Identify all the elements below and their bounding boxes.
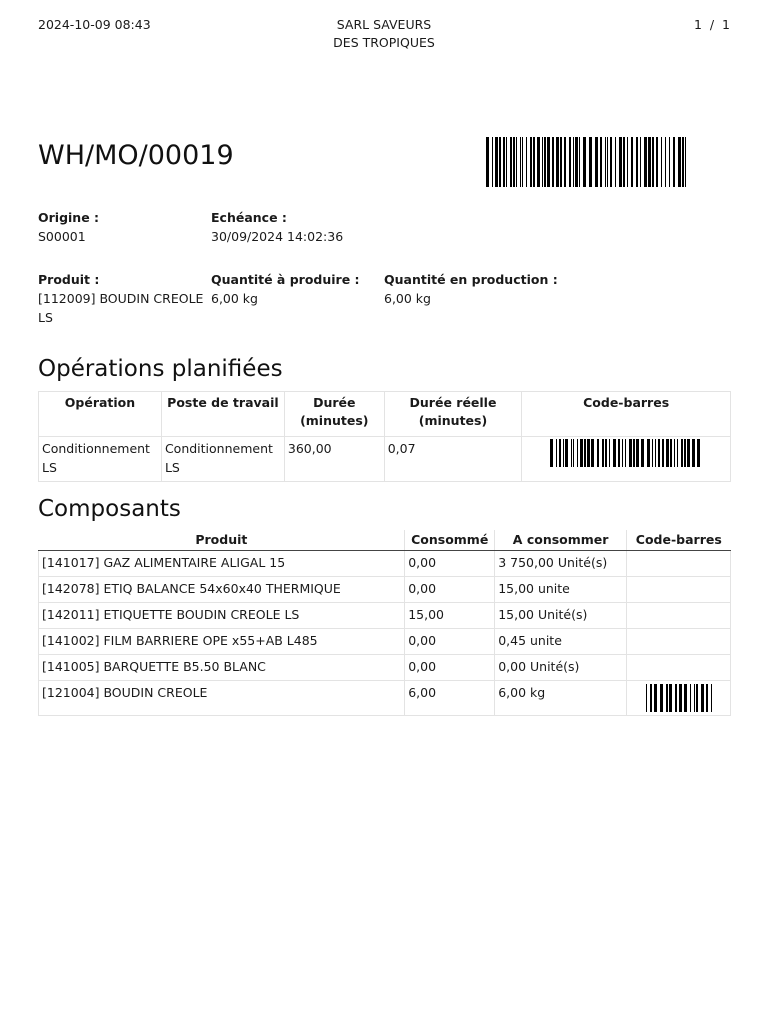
component-product: [141002] FILM BARRIERE OPE x55+AB L485 — [39, 629, 405, 655]
component-product: [142078] ETIQ BALANCE 54x60x40 THERMIQUE — [39, 577, 405, 603]
table-row — [39, 551, 731, 577]
component-consumed: 0,00 — [405, 551, 495, 577]
duration-value: 360,00 — [284, 437, 384, 482]
order-reference: WH/MO/00019 — [38, 140, 234, 171]
component-barcode — [627, 577, 731, 603]
product-value: [112009] BOUDIN CREOLE LS — [38, 291, 204, 325]
component-to-consume: 0,00 Unité(s) — [495, 655, 627, 681]
components-header-row — [39, 530, 731, 551]
company-name-line2: DES TROPIQUES — [333, 35, 435, 50]
origin-field — [38, 209, 206, 246]
table-row — [39, 629, 731, 655]
col-barcode: Code-barres — [522, 392, 731, 437]
component-barcode — [627, 551, 731, 577]
component-product: [121004] BOUDIN CREOLE — [39, 681, 405, 716]
component-to-consume: 0,45 unite — [495, 629, 627, 655]
origin-label: Origine : — [38, 210, 100, 225]
components-table — [38, 530, 731, 716]
qty-to-produce-value: 6,00 kg — [211, 291, 258, 306]
deadline-label: Echéance : — [211, 210, 287, 225]
operation-name: Conditionnement LS — [39, 437, 162, 482]
company-name — [300, 16, 468, 52]
operations-title: Opérations planifiées — [38, 356, 283, 382]
origin-value: S00001 — [38, 229, 86, 244]
component-product: [142011] ETIQUETTE BOUDIN CREOLE LS — [39, 603, 405, 629]
operations-header-row — [39, 392, 731, 437]
deadline-field — [211, 209, 379, 246]
page-indicator: 1 / 1 — [693, 17, 730, 32]
components-title: Composants — [38, 496, 181, 522]
col-duration: Durée (minutes) — [284, 392, 384, 437]
print-datetime: 2024-10-09 08:43 — [38, 17, 151, 32]
component-barcode — [627, 629, 731, 655]
component-barcode — [627, 681, 731, 716]
component-consumed: 6,00 — [405, 681, 495, 716]
product-label: Produit : — [38, 272, 100, 287]
real-duration-value: 0,07 — [384, 437, 522, 482]
workcenter-name: Conditionnement LS — [161, 437, 284, 482]
col-to-consume: A consommer — [495, 530, 627, 551]
component-barcode — [627, 603, 731, 629]
component-to-consume: 6,00 kg — [495, 681, 627, 716]
col-component-barcode: Code-barres — [627, 530, 731, 551]
qty-to-produce-label: Quantité à produire : — [211, 272, 360, 287]
component-consumed: 0,00 — [405, 655, 495, 681]
product-field — [38, 271, 206, 327]
col-product: Produit — [39, 530, 405, 551]
qty-in-production-label: Quantité en production : — [384, 272, 558, 287]
col-operation: Opération — [39, 392, 162, 437]
table-row — [39, 603, 731, 629]
component-to-consume: 3 750,00 Unité(s) — [495, 551, 627, 577]
component-to-consume: 15,00 Unité(s) — [495, 603, 627, 629]
component-to-consume: 15,00 unite — [495, 577, 627, 603]
col-consumed: Consommé — [405, 530, 495, 551]
component-product: [141005] BARQUETTE B5.50 BLANC — [39, 655, 405, 681]
operation-barcode — [522, 437, 731, 482]
operations-table — [38, 391, 731, 482]
col-real-duration: Durée réelle (minutes) — [384, 392, 522, 437]
qty-in-production-field — [384, 271, 584, 308]
reference-barcode — [486, 137, 688, 187]
table-row — [39, 655, 731, 681]
col-workcenter: Poste de travail — [161, 392, 284, 437]
table-row — [39, 681, 731, 716]
component-barcode — [627, 655, 731, 681]
component-consumed: 0,00 — [405, 577, 495, 603]
table-row — [39, 577, 731, 603]
table-row — [39, 437, 731, 482]
component-consumed: 15,00 — [405, 603, 495, 629]
component-consumed: 0,00 — [405, 629, 495, 655]
qty-in-production-value: 6,00 kg — [384, 291, 431, 306]
qty-to-produce-field — [211, 271, 379, 308]
component-product: [141017] GAZ ALIMENTAIRE ALIGAL 15 — [39, 551, 405, 577]
deadline-value: 30/09/2024 14:02:36 — [211, 229, 344, 244]
company-name-line1: SARL SAVEURS — [336, 17, 432, 32]
